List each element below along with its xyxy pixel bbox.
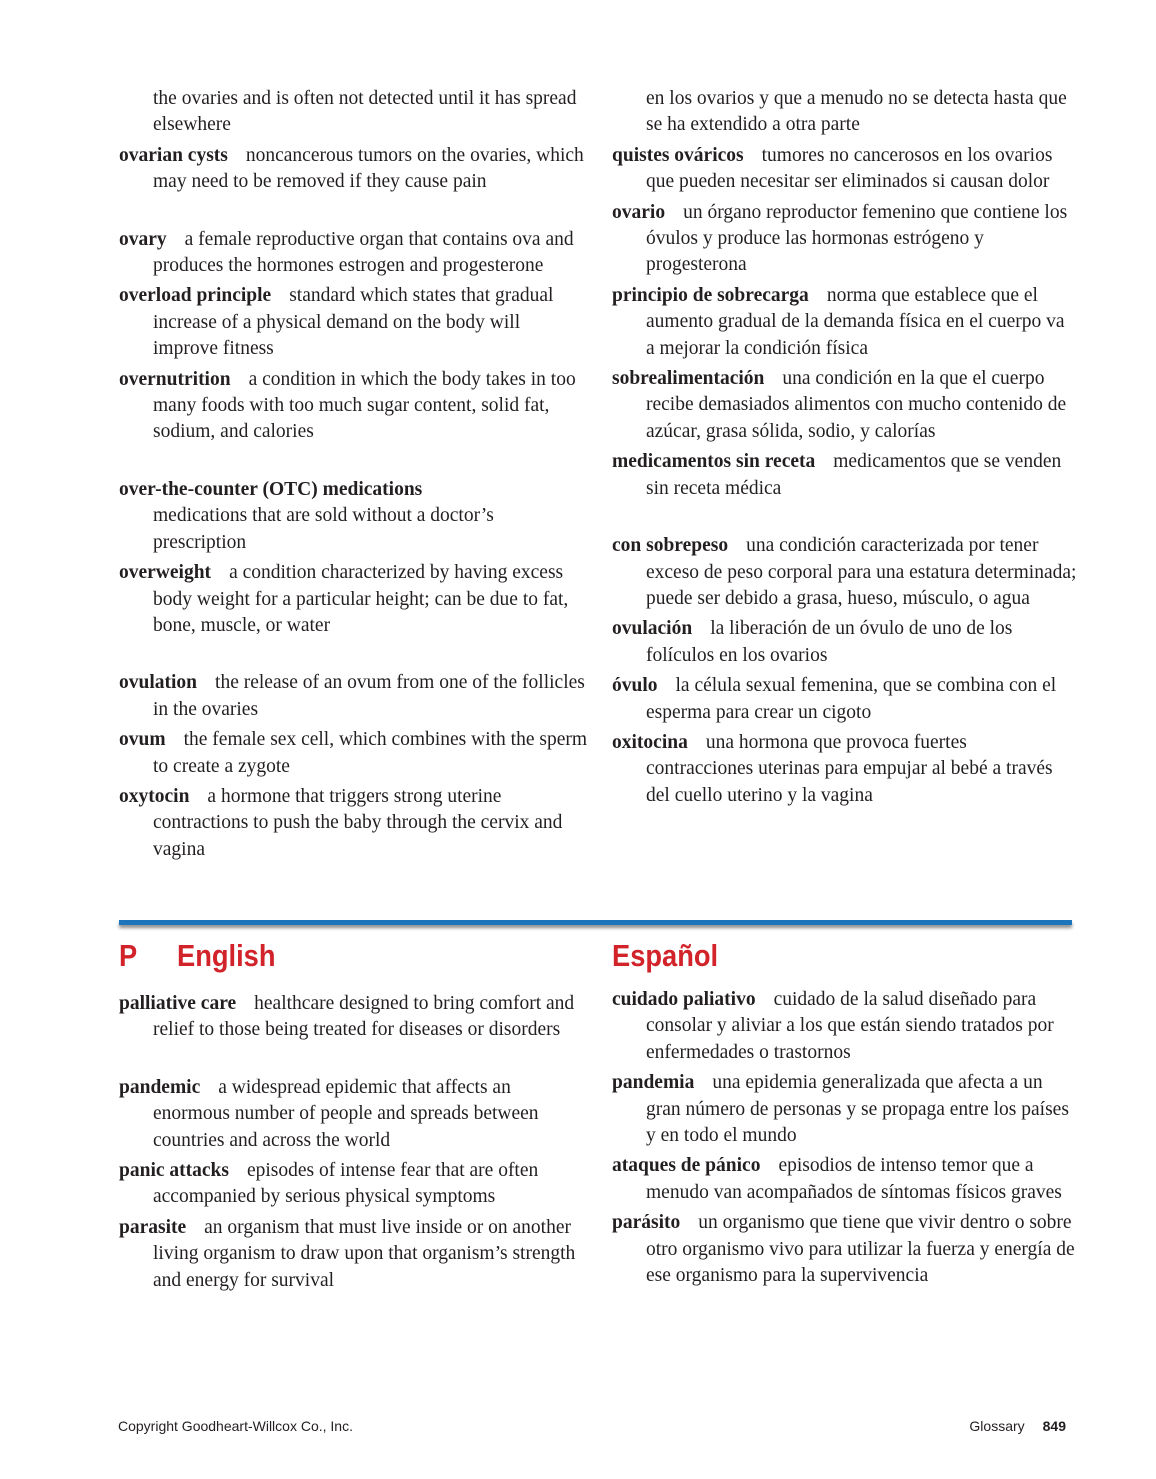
term: oxitocina	[612, 731, 688, 753]
definition: a hormone that triggers strong uterine contractions to push the baby through the cervix and vagina	[153, 785, 563, 860]
glossary-entry	[119, 227, 589, 280]
glossary-entry	[119, 1158, 589, 1211]
term: parasite	[119, 1216, 187, 1238]
term: cuidado paliativo	[612, 989, 756, 1010]
english-column-p	[119, 991, 589, 1298]
section-heading-english: English	[177, 938, 276, 973]
copyright-text: Copyright Goodheart-Willcox Co., Inc.	[118, 1418, 353, 1434]
definition: una condición en la que el cuerpo recibe demasiados alimentos con mucho contenido de azúcar, grasa sólida, sodio, y calorías	[646, 368, 1067, 442]
glossary-entry	[612, 987, 1078, 1066]
glossary-entry	[612, 366, 1078, 445]
glossary-entry	[119, 1215, 589, 1294]
glossary-entry	[119, 86, 589, 139]
glossary-entry	[612, 1153, 1078, 1206]
definition: una hormona que provoca fuertes contracciones uterinas para empujar al bebé a través del cuello uterino y la vagina	[646, 731, 1053, 806]
term: palliative care	[119, 993, 237, 1014]
definition: noncancerous tumors on the ovaries, which may need to be removed if they cause pain	[153, 144, 584, 193]
glossary-entry	[119, 283, 589, 362]
definition: cuidado de la salud diseñado para consolar y aliviar a los que están siendo tratados por enfermedades o trastornos	[646, 989, 1054, 1063]
term: panic attacks	[119, 1160, 229, 1182]
term: ovary	[119, 228, 167, 250]
glossary-entry	[119, 727, 589, 780]
page-number: 849	[1042, 1418, 1066, 1434]
definition: un organismo que tiene que vivir dentro o sobre otro organismo vivo para utilizar la fuerza y energía de ese organismo para la supervivencia	[646, 1212, 1075, 1287]
term: ovario	[612, 201, 666, 223]
definition: la célula sexual femenina, que se combina con el esperma para crear un cigoto	[646, 675, 1057, 723]
glossary-entry	[612, 200, 1078, 279]
definition: healthcare designed to bring comfort and relief to those being treated for diseases or disorders	[153, 993, 575, 1041]
term: ovulación	[612, 618, 693, 640]
english-column-o	[119, 86, 589, 867]
glossary-entry	[119, 560, 589, 639]
glossary-entry	[612, 616, 1078, 669]
term: ovarian cysts	[119, 144, 228, 166]
definition: a female reproductive organ that contains ova and produces the hormones estrogen and progesterone	[153, 228, 574, 277]
definition: en los ovarios y que a menudo no se detecta hasta que se ha extendido a otra parte	[646, 88, 1067, 136]
section-letter: P	[119, 938, 138, 973]
definition: un órgano reproductor femenino que contiene los óvulos y produce las hormonas estrógeno y progesterona	[646, 201, 1068, 276]
glossary-entry	[612, 730, 1078, 809]
term: óvulo	[612, 675, 658, 697]
definition: the female sex cell, which combines with the sperm to create a zygote	[153, 729, 588, 777]
glossary-entry	[612, 673, 1078, 726]
definition: norma que establece que el aumento gradual de la demanda física en el cuerpo va a mejorar la condición física	[646, 284, 1065, 359]
definition: episodios de intenso temor que a menudo van acompañados de síntomas físicos graves	[646, 1155, 1062, 1203]
term: medicamentos sin receta	[612, 451, 816, 473]
page-footer	[969, 1418, 1066, 1434]
definition: medicamentos que se venden sin receta médica	[646, 451, 1062, 499]
glossary-entry	[119, 991, 589, 1044]
term: over-the-counter (OTC) medications	[119, 478, 423, 500]
term: oxytocin	[119, 785, 190, 807]
term: ataques de pánico	[612, 1155, 761, 1177]
definition: una epidemia generalizada que afecta a un gran número de personas y se propaga entre los países y en todo el mundo	[646, 1072, 1069, 1147]
glossary-label: Glossary	[969, 1418, 1025, 1434]
definition: a widespread epidemic that affects an enormous number of people and spreads between countries and across the world	[153, 1076, 539, 1151]
term: parásito	[612, 1212, 681, 1234]
section-divider	[119, 920, 1072, 934]
definition: the ovaries and is often not detected until it has spread elsewhere	[153, 88, 577, 136]
spanish-column-o	[612, 86, 1078, 813]
definition: episodes of intense fear that are often accompanied by serious physical symptoms	[153, 1160, 539, 1208]
glossary-entry	[612, 143, 1078, 196]
glossary-entry	[119, 477, 589, 556]
definition: una condición caracterizada por tener exceso de peso corporal para una estatura determinada; puede ser debido a grasa, hueso, músculo, o agua	[646, 535, 1077, 609]
term: overnutrition	[119, 368, 231, 390]
glossary-entry	[119, 367, 589, 446]
term: overweight	[119, 562, 212, 584]
glossary-entry	[612, 533, 1078, 612]
definition: a condition characterized by having excess body weight for a particular height; can be due to fat, bone, muscle, or water	[153, 562, 569, 636]
glossary-entry	[612, 86, 1078, 139]
glossary-entry	[119, 1075, 589, 1154]
term: ovulation	[119, 672, 198, 694]
term: con sobrepeso	[612, 535, 729, 557]
glossary-entry	[612, 449, 1078, 502]
glossary-entry	[119, 143, 589, 196]
definition: a condition in which the body takes in too many foods with too much sugar content, solid fat, sodium, and calories	[153, 368, 576, 443]
spanish-column-p	[612, 987, 1078, 1293]
term: ovum	[119, 729, 166, 751]
term: overload principle	[119, 285, 272, 307]
definition: tumores no cancerosos en los ovarios que pueden necesitar ser eliminados si causan dolor	[646, 144, 1053, 193]
term: principio de sobrecarga	[612, 284, 809, 306]
term: pandemic	[119, 1076, 201, 1098]
glossary-entry	[119, 670, 589, 723]
glossary-entry	[612, 1210, 1078, 1289]
definition: an organism that must live inside or on another living organism to draw upon that organism’s strength and energy for survival	[153, 1216, 576, 1291]
section-rule	[119, 920, 1072, 925]
term: pandemia	[612, 1072, 695, 1094]
definition: standard which states that gradual increase of a physical demand on the body will improve fitness	[153, 285, 554, 360]
definition: medications that are sold without a doctor’s prescription	[153, 505, 494, 553]
glossary-entry	[119, 784, 589, 863]
section-heading-spanish: Español	[612, 938, 719, 973]
term: quistes ováricos	[612, 144, 744, 166]
glossary-entry	[612, 1070, 1078, 1149]
definition: the release of an ovum from one of the follicles in the ovaries	[153, 672, 585, 720]
definition: la liberación de un óvulo de uno de los folículos en los ovarios	[646, 618, 1013, 666]
term: sobrealimentación	[612, 368, 765, 390]
glossary-entry	[612, 283, 1078, 362]
